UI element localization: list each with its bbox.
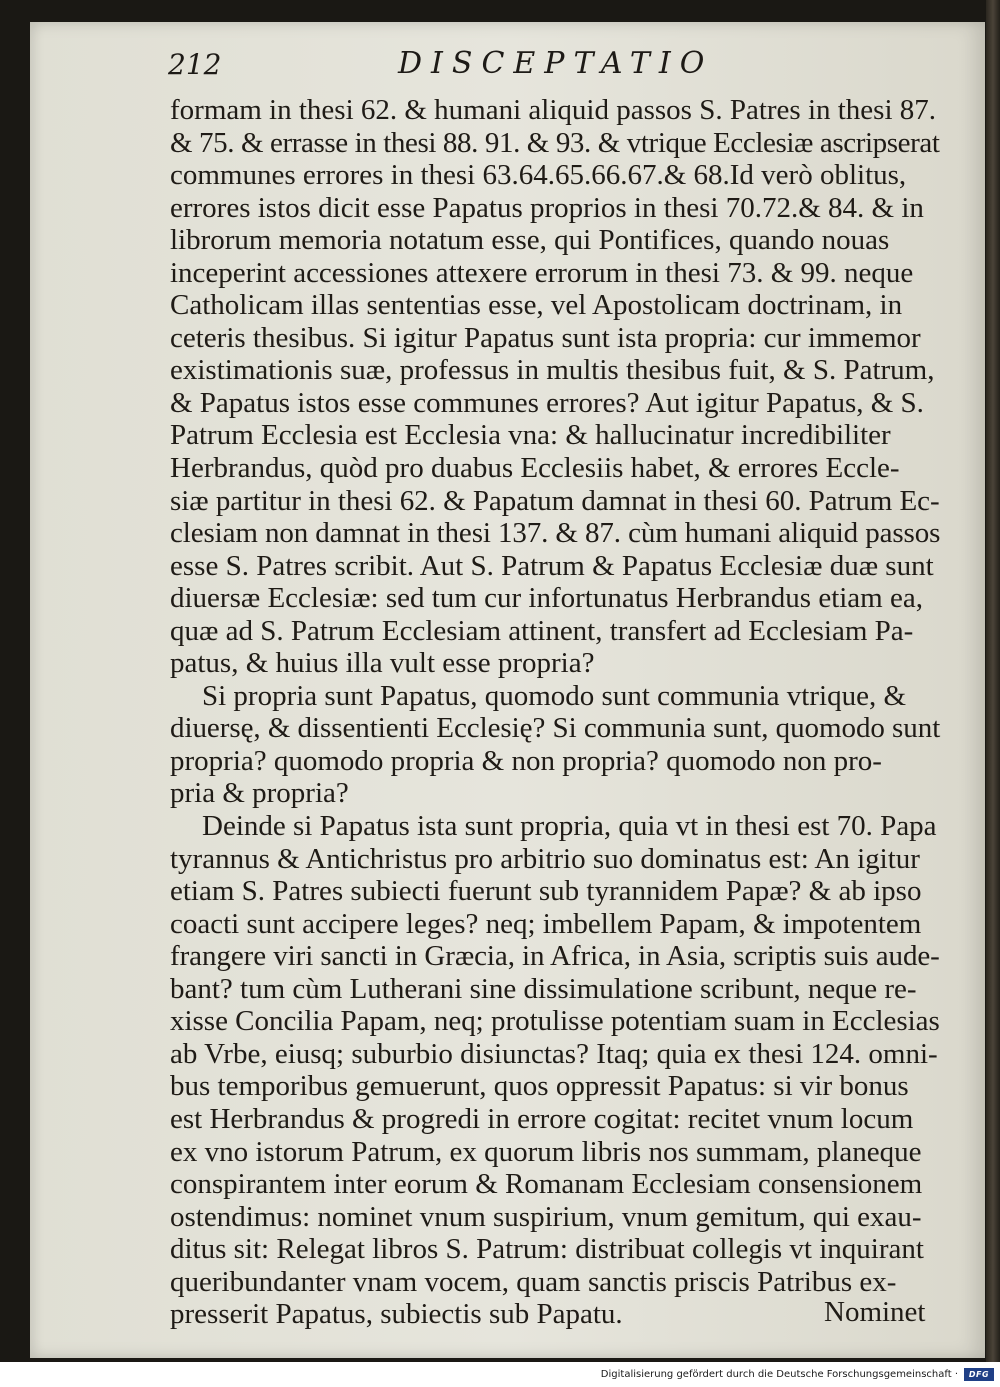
text-line: etiam S. Patres subiecti fuerunt sub tyrannidem Papæ? & ab ipso [170, 875, 922, 908]
text-line: Patrum Ecclesia est Ecclesia vna: & hallucinatur incredibiliter [170, 419, 891, 452]
text-line: ostendimus: nominet vnum suspirium, vnum gemitum, qui exau- [170, 1200, 922, 1233]
text-line: ex vno istorum Patrum, ex quorum libris nos summam, planeque [170, 1135, 922, 1168]
text-line: formam in thesi 62. & humani aliquid passos S. Patres in thesi 87. [170, 94, 937, 126]
page-number: 212 [168, 48, 222, 81]
catchword: Nominet [824, 1296, 926, 1328]
funding-credit: Digitalisierung gefördert durch die Deutsche Forschungsgemeinschaft · [600, 1369, 958, 1380]
text-line: quæ ad S. Patrum Ecclesiam attinent, transfert ad Ecclesiam Pa- [170, 614, 914, 647]
text-line: est Herbrandus & progredi in errore cogitat: recitet vnum locum [170, 1102, 914, 1135]
book-spine-edge [986, 0, 1000, 1362]
text-line: diuersæ Ecclesiæ: sed tum cur infortunatus Herbrandus etiam ea, [170, 582, 923, 615]
text-line: bant? tum cùm Lutherani sine dissimulatione scribunt, neque re- [170, 972, 917, 1005]
text-line: ab Vrbe, eiusq; suburbio disiunctas? Itaq; quia ex thesi 124. omni- [170, 1037, 938, 1070]
dfg-logo: DFG [964, 1368, 994, 1381]
text-line: & Papatus istos esse communes errores? Aut igitur Papatus, & S. [170, 386, 924, 419]
text-body [170, 94, 940, 1331]
text-line: frangere viri sancti in Græcia, in Africa, in Asia, scriptis suis aude- [170, 940, 940, 973]
text-line: pria & propria? [170, 777, 349, 810]
text-line: propria? quomodo propria & non propria? quomodo non pro- [170, 744, 882, 777]
text-line: communes errores in thesi 63.64.65.66.67.& 68.Id verò oblitus, [170, 159, 907, 192]
text-line: & 75. & errasse in thesi 88. 91. & 93. & vtrique Ecclesiæ ascripserat [170, 126, 940, 159]
text-line: diuersę, & dissentienti Ecclesię? Si communia sunt, quomodo sunt [170, 712, 941, 745]
text-line: Catholicam illas sententias esse, vel Apostolicam doctrinam, in [170, 289, 903, 322]
text-line: errores istos dicit esse Papatus proprios in thesi 70.72.& 84. & in [170, 191, 924, 224]
text-line: bus temporibus gemuerunt, quos oppressit Papatus: si vir bonus [170, 1070, 909, 1103]
text-line: xisse Concilia Papam, neq; protulisse potentiam suam in Ecclesias [170, 1005, 940, 1038]
text-line: librorum memoria notatum esse, qui Pontifices, quando nouas [170, 224, 890, 257]
text-line: ditus sit: Relegat libros S. Patrum: distribuat collegis vt inquirant [170, 1233, 924, 1266]
text-line: presserit Papatus, subiectis sub Papatu. [170, 1298, 623, 1331]
text-line: siæ partitur in thesi 62. & Papatum damnat in thesi 60. Patrum Ec- [170, 484, 940, 517]
running-head: DISCEPTATIO [398, 46, 714, 81]
text-line: clesiam non damnat in thesi 137. & 87. cùm humani aliquid passos [170, 517, 941, 550]
text-line: conspirantem inter eorum & Romanam Ecclesiam consensionem [170, 1168, 923, 1201]
paragraph-start-line: Si propria sunt Papatus, quomodo sunt communia vtrique, & [202, 679, 907, 712]
text-line: coacti sunt accipere leges? neq; imbellem Papam, & impotentem [170, 907, 922, 940]
text-line: queribundanter vnam vocem, quam sanctis priscis Patribus ex- [170, 1265, 897, 1298]
text-line: tyrannus & Antichristus pro arbitrio suo dominatus est: An igitur [170, 842, 920, 875]
page-header [168, 46, 938, 90]
text-line: Herbrandus, quòd pro duabus Ecclesiis habet, & errores Eccle- [170, 452, 900, 485]
text-line: patus, & huius illa vult esse propria? [170, 647, 595, 680]
text-line: ceteris thesibus. Si igitur Papatus sunt ista propria: cur immemor [170, 321, 921, 354]
text-line: esse S. Patres scribit. Aut S. Patrum & Papatus Ecclesiæ duæ sunt [170, 549, 934, 582]
text-line: existimationis suæ, professus in multis thesibus fuit, & S. Patrum, [170, 354, 935, 387]
text-line: inceperint accessiones attexere errorum in thesi 73. & 99. neque [170, 256, 914, 289]
digitization-footer [0, 1362, 1000, 1387]
paragraph-start-line: Deinde si Papatus ista sunt propria, quia vt in thesi est 70. Papa [202, 810, 937, 843]
